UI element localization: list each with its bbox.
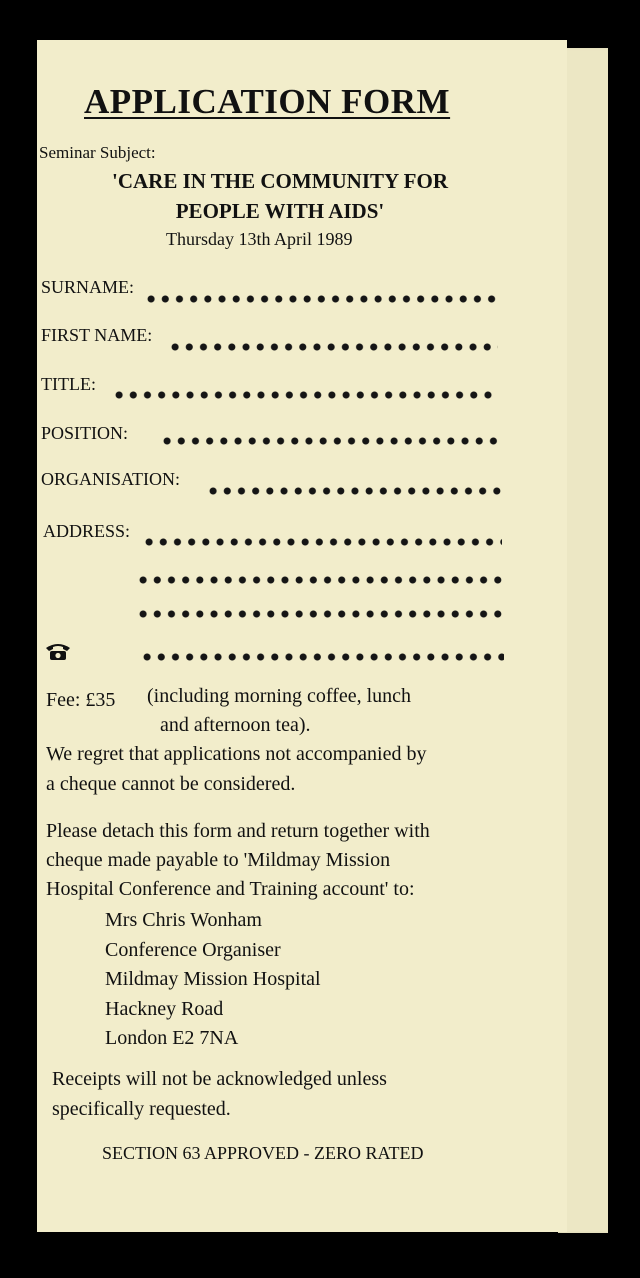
regret-line2: a cheque cannot be considered. [46, 773, 296, 795]
address-name: Mrs Chris Wonham [105, 909, 262, 931]
surname-field[interactable] [144, 294, 500, 304]
surname-label: SURNAME: [41, 277, 135, 297]
seminar-label: Seminar Subject: [39, 143, 156, 162]
address-org: Mildmay Mission Hospital [105, 968, 321, 990]
seminar-date: Thursday 13th April 1989 [166, 229, 353, 249]
receipts-line2: specifically requested. [52, 1098, 231, 1120]
form-title: APPLICATION FORM [84, 82, 451, 121]
organisation-label: ORGANISATION: [41, 469, 180, 489]
instructions-line3: Hospital Conference and Training account' to: [46, 878, 415, 900]
first-name-field[interactable] [168, 342, 498, 352]
position-label: POSITION: [41, 423, 129, 443]
address-label: ADDRESS: [43, 521, 131, 541]
first-name-label: FIRST NAME: [41, 325, 153, 345]
address-city: London E2 7NA [105, 1027, 239, 1049]
seminar-subject-line2: PEOPLE WITH AIDS' [175, 199, 385, 223]
address-street: Hackney Road [105, 997, 224, 1020]
fee-label: Fee: £35 [46, 689, 116, 711]
instructions-line1: Please detach this form and return together with [46, 820, 430, 842]
regret-line1: We regret that applications not accompanied by [46, 743, 427, 765]
receipts-line1: Receipts will not be acknowledged unless [52, 1068, 387, 1090]
fee-detail-line2: and afternoon tea). [160, 714, 311, 736]
instructions-line2: cheque made payable to 'Mildmay Mission [46, 849, 391, 871]
address-field-line3[interactable] [136, 609, 502, 619]
address-field-line1[interactable] [142, 537, 502, 547]
telephone-icon [45, 642, 71, 662]
footer-note: SECTION 63 APPROVED - ZERO RATED [102, 1143, 424, 1163]
seminar-subject [60, 166, 500, 226]
title-label: TITLE: [41, 374, 96, 394]
position-field[interactable] [160, 436, 502, 446]
organisation-field[interactable] [206, 486, 502, 496]
address-role: Conference Organiser [105, 938, 281, 961]
return-address [105, 906, 321, 1054]
title-field[interactable] [112, 390, 498, 400]
address-field-line2[interactable] [136, 575, 502, 585]
seminar-subject-line1: 'CARE IN THE COMMUNITY FOR [111, 169, 448, 193]
fee-detail-line1: (including morning coffee, lunch [147, 685, 412, 707]
telephone-field[interactable] [140, 652, 504, 662]
